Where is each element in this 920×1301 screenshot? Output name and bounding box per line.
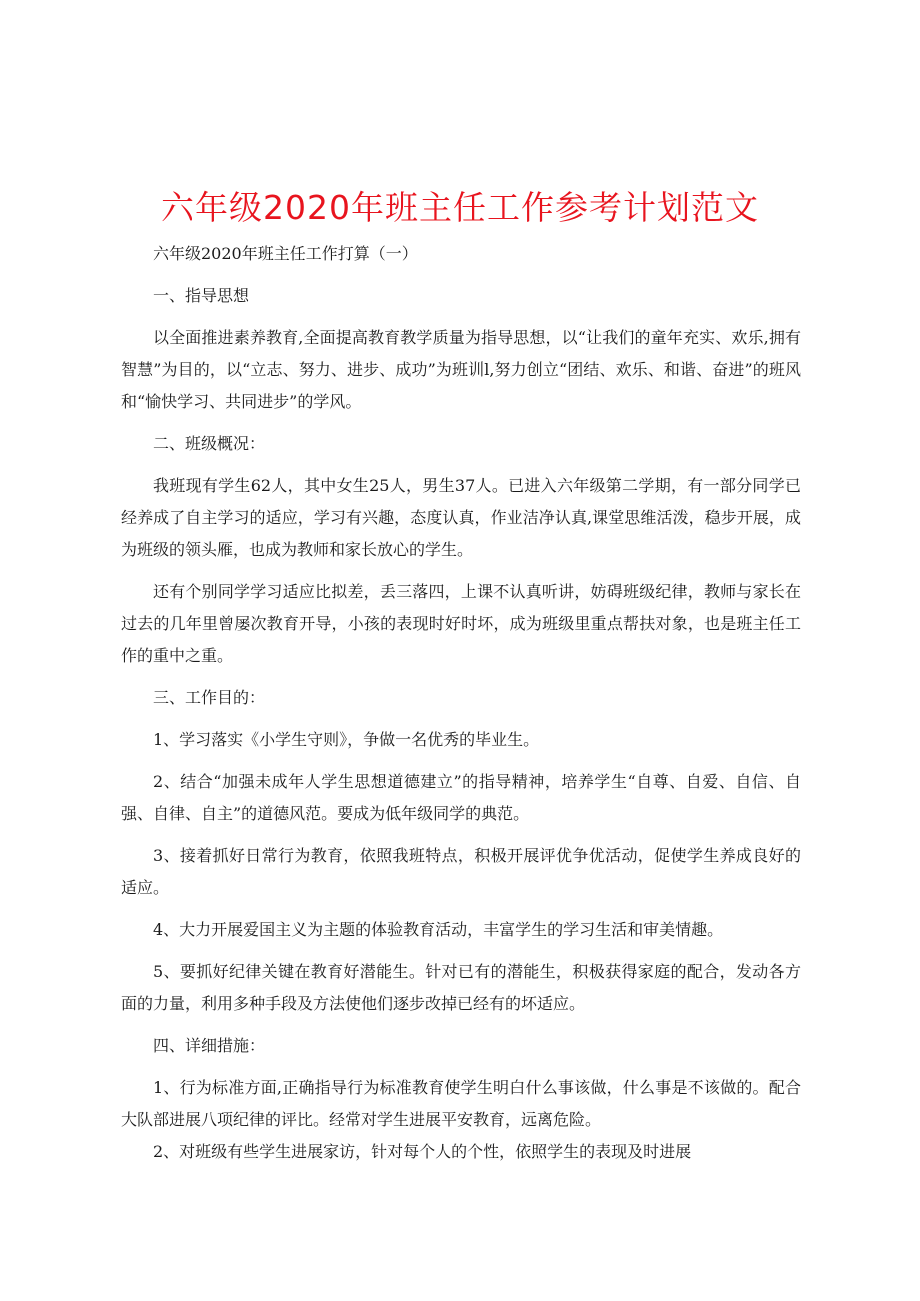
list-item: 2、对班级有些学生进展家访，针对每个人的个性，依照学生的表现及时进展 [153,1142,692,1161]
list-item: 5、要抓好纪律关键在教育好潜能生。针对已有的潜能生，积极获得家庭的配合，发动各方面的力量，利用多种手段及方法使他们逐步改掉已经有的坏适应。 [121,962,801,1013]
paragraph: 以全面推进素养教育,全面提高教育教学质量为指导思想，以“让我们的童年充实、欢乐,拥有智慧”为目的，以“立志、努力、进步、成功”为班训l,努力创立“团结、欢乐、和谐、奋进”的班风和“愉快学习、共同进步”的学风。 [121,328,801,411]
subtitle: 六年级2020年班主任工作打算（一） [153,244,418,263]
document-title: 六年级2020年班主任工作参考计划范文 [161,188,759,227]
document-body [121,238,801,1168]
paragraph: 我班现有学生62人，其中女生25人，男生37人。已进入六年级第二学期，有一部分同学已经养成了自主学习的适应，学习有兴趣，态度认真，作业洁净认真,课堂思维活泼，稳步开展，成为班级的领头雁，也成为教师和家长放心的学生。 [121,476,801,559]
list-item: 2、结合“加强未成年人学生思想道德建立”的指导精神，培养学生“自尊、自爱、自信、自强、自律、自主”的道德风范。要成为低年级同学的典范。 [121,772,801,823]
paragraph: 还有个别同学学习适应比拟差，丢三落四，上课不认真听讲，妨碍班级纪律，教师与家长在过去的几年里曾屡次教育开导，小孩的表现时好时坏，成为班级里重点帮扶对象，也是班主任工作的重中之重。 [121,582,801,665]
section-heading-3: 三、工作目的： [153,688,266,707]
list-item: 1、学习落实《小学生守则》，争做一名优秀的毕业生。 [153,730,540,749]
section-heading-4: 四、详细措施： [153,1036,266,1055]
list-item: 4、大力开展爱国主义为主题的体验教育活动，丰富学生的学习生活和审美情趣。 [153,920,724,939]
section-heading-2: 二、班级概况： [153,434,266,453]
list-item: 3、接着抓好日常行为教育，依照我班特点，积极开展评优争优活动，促使学生养成良好的适应。 [121,846,801,897]
list-item: 1、行为标准方面,正确指导行为标准教育使学生明白什么事该做，什么事是不该做的。配合大队部进展八项纪律的评比。经常对学生进展平安教育，远离危险。 [121,1078,801,1129]
section-heading-1: 一、指导思想 [153,286,250,305]
